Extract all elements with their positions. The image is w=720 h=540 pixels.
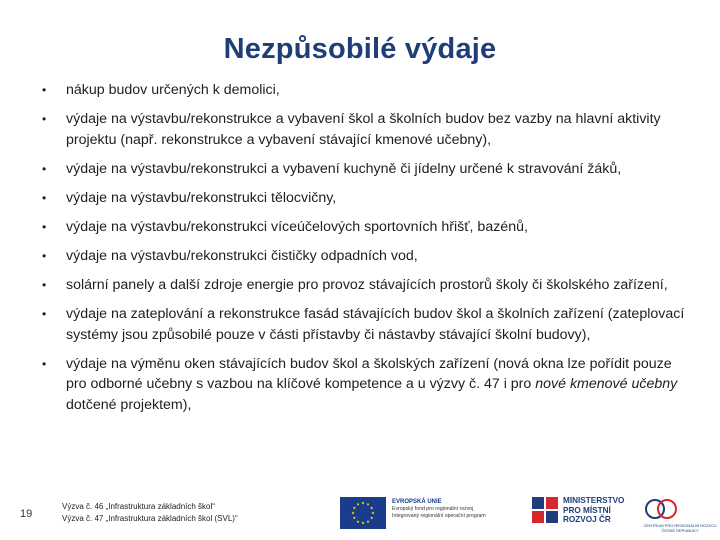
footer-line-1: Výzva č. 46 „Infrastruktura základních škol“: [62, 502, 215, 511]
ministry-line-1: MINISTERSTVO: [563, 496, 625, 505]
list-item: [40, 80, 690, 101]
list-item: [40, 275, 690, 296]
bullet-icon: •: [42, 356, 47, 371]
list-item: [40, 354, 690, 416]
list-item-text: dotčené projektem),: [66, 396, 192, 413]
bullet-icon: •: [42, 219, 47, 234]
footer: [0, 488, 720, 540]
list-item: [40, 188, 690, 209]
footer-line-2: Výzva č. 47 „Infrastruktura základních škol (SVL)“: [62, 514, 238, 523]
bullet-icon: •: [42, 278, 47, 293]
crr-logo-text: [640, 523, 720, 533]
list-item: [40, 246, 690, 267]
crr-line-1: CENTRUM PRO REGIONÁLNÍ ROZVOJ: [643, 523, 717, 528]
list-item: [40, 217, 690, 238]
list-item: [40, 304, 690, 345]
list-item-text: výdaje na výstavbu/rekonstrukce a vybavení škol a školních budov bez vazby na hlavní aktivity projektu (např. rekonstrukce a vybavení stávající kmenové učebny),: [66, 111, 661, 148]
bullet-icon: •: [42, 307, 47, 322]
bullet-icon: •: [42, 248, 47, 263]
bullet-icon: •: [42, 83, 47, 97]
list-item: [40, 109, 690, 150]
eu-line-2: Evropský fond pro regionální rozvoj: [392, 506, 474, 512]
bullet-icon: •: [42, 190, 47, 205]
eu-line-3: Integrovaný regionální operační program: [392, 513, 486, 519]
ministry-line-3: ROZVOJ ČR: [563, 515, 611, 524]
list-item-text: výdaje na zateplování a rekonstrukce fasád stávajících budov škol a školních zařízení (zateplovací systémy jsou způsobilé pouze v části přístavby či nástavby stávající školní budovy),: [66, 306, 685, 343]
list-item-text: výdaje na výstavbu/rekonstrukci tělocvičny,: [66, 189, 337, 206]
page-title: Nezpůsobilé výdaje: [223, 33, 497, 65]
eu-logo-text: [392, 499, 486, 520]
bullet-list: [40, 80, 690, 424]
list-item-italic-text: nové kmenové učebny: [535, 376, 678, 393]
ministry-logo-icon: [530, 495, 560, 527]
list-item-text: výdaje na výměnu oken stávajících budov škol a školských zařízení (nová okna lze pořídit pouze pro odborné učebny s vazbou na klíčové kompetence a u výzvy č. 47 i pro: [66, 355, 672, 393]
ministry-logo-text: [563, 496, 624, 525]
list-item-text: výdaje na výstavbu/rekonstrukci a vybavení kuchyně či jídelny určené k stravování žáků,: [66, 160, 622, 177]
list-item: [40, 159, 690, 180]
crr-line-2: ČESKÉ REPUBLIKY: [661, 528, 699, 533]
crr-logo-icon: [642, 495, 682, 521]
list-item-text: výdaje na výstavbu/rekonstrukci čističky odpadních vod,: [66, 247, 418, 264]
list-item-text: solární panely a další zdroje energie pro provoz stávajících prostorů školy či školského zařízení,: [66, 277, 668, 294]
ministry-line-2: PRO MÍSTNÍ: [563, 505, 611, 515]
eu-flag-icon: [340, 497, 386, 529]
bullet-icon: •: [42, 161, 47, 176]
footer-call-text: [62, 501, 238, 525]
list-item-text: výdaje na výstavbu/rekonstrukci víceúčelových sportovních hřišť, bazénů,: [66, 218, 528, 235]
eu-line-1: EVROPSKÁ UNIE: [392, 499, 442, 505]
list-item-text: nákup budov určených k demolici,: [66, 82, 280, 98]
page-number: 19: [20, 508, 33, 520]
bullet-icon: •: [42, 112, 47, 127]
